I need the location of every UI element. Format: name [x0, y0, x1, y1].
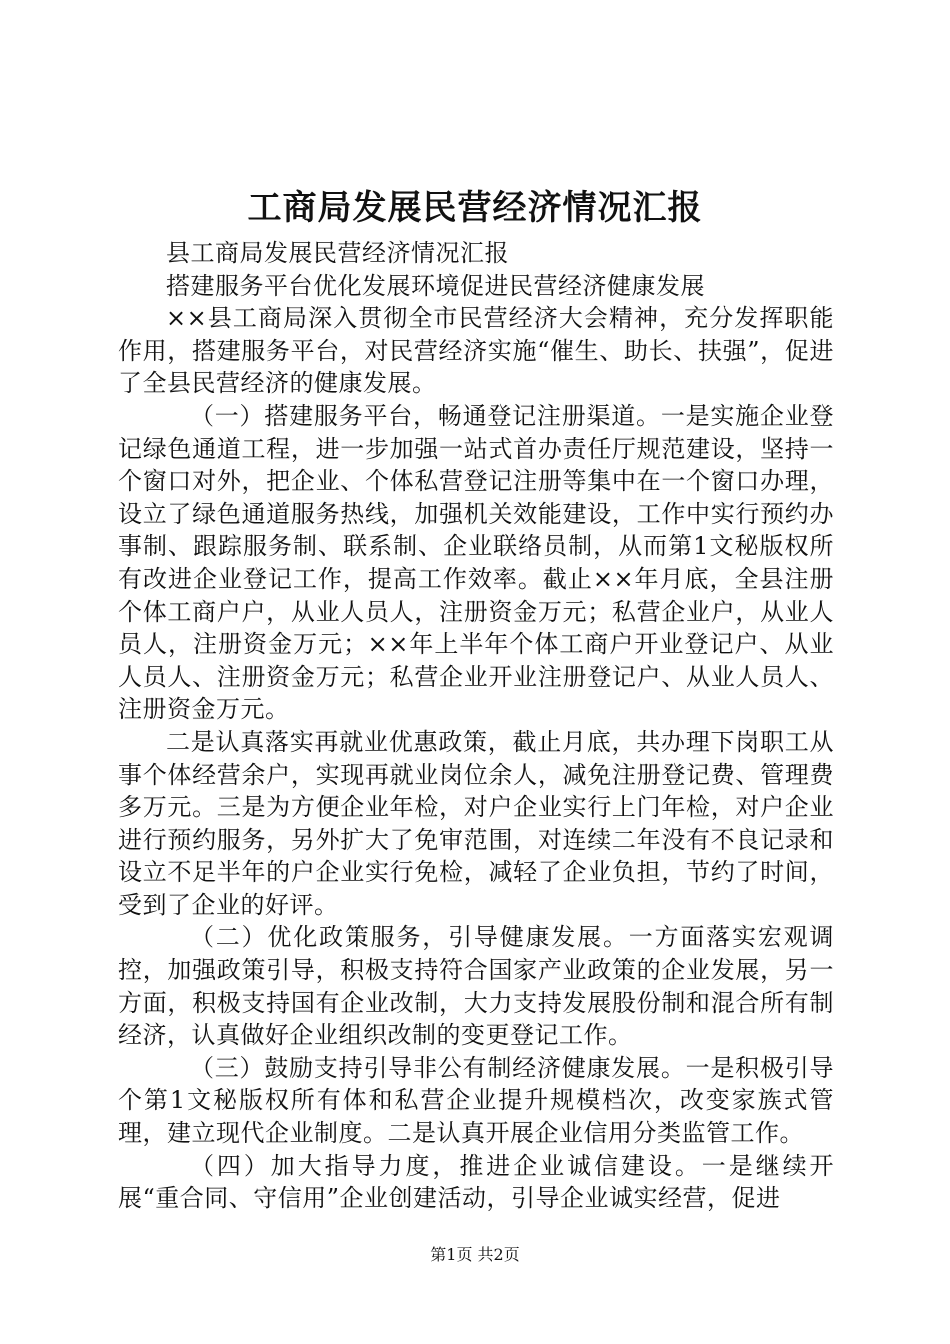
- paragraph-subtitle: 县工商局发展民营经济情况汇报: [166, 239, 509, 267]
- paragraph-section-1: （一）搭建服务平台，畅通登记注册渠道。一是实施企业登记绿色通道工程，进一步加强一站式首办责任厅规范建设，坚持一个窗口对外，把企业、个体私营登记注册等集中在一个窗口办理，设立了绿色通道服务热线，加强机关效能建设，工作中实行预约办事制、跟踪服务制、联系制、企业联络员制，从而第1文秘版权所有改进企业登记工作，提高工作效率。截止××年月底，全县注册个体工商户户，从业人员人，注册资金万元；私营企业户，从业人员人，注册资金万元；××年上半年个体工商户开业登记户、从业人员人、注册资金万元；私营企业开业注册登记户、从业人员人、注册资金万元。: [118, 401, 834, 724]
- paragraph-intro: ××县工商局深入贯彻全市民营经济大会精神，充分发挥职能作用，搭建服务平台，对民营经济实施“催生、助长、扶强”，促进了全县民营经济的健康发展。: [118, 304, 834, 398]
- paragraph-section-1-continued: 二是认真落实再就业优惠政策，截止月底，共办理下岗职工从事个体经营余户，实现再就业岗位余人，减免注册登记费、管理费多万元。三是为方便企业年检，对户企业实行上门年检，对户企业进行预约服务，另外扩大了免审范围，对连续二年没有不良记录和设立不足半年的户企业实行免检，减轻了企业负担，节约了时间，受到了企业的好评。: [118, 727, 834, 919]
- document-body: [118, 237, 834, 1215]
- paragraph-section-4: （四）加大指导力度，推进企业诚信建设。一是继续开展“重合同、守信用”企业创建活动，引导企业诚实经营，促进: [118, 1151, 834, 1213]
- page-number-footer: 第1页 共2页: [430, 1245, 520, 1264]
- paragraph-heading: 搭建服务平台优化发展环境促进民营经济健康发展: [166, 271, 705, 300]
- paragraph-section-3: （三）鼓励支持引导非公有制经济健康发展。一是积极引导个第1文秘版权所有体和私营企业提升规模档次，改变家族式管理，建立现代企业制度。二是认真开展企业信用分类监管工作。: [118, 1053, 834, 1148]
- paragraph-section-2: （二）优化政策服务，引导健康发展。一方面落实宏观调控，加强政策引导，积极支持符合国家产业政策的企业发展，另一方面，积极支持国有企业改制，大力支持发展股份制和混合所有制经济，认真做好企业组织改制的变更登记工作。: [118, 923, 834, 1050]
- document-title: 工商局发展民营经济情况汇报: [247, 188, 703, 228]
